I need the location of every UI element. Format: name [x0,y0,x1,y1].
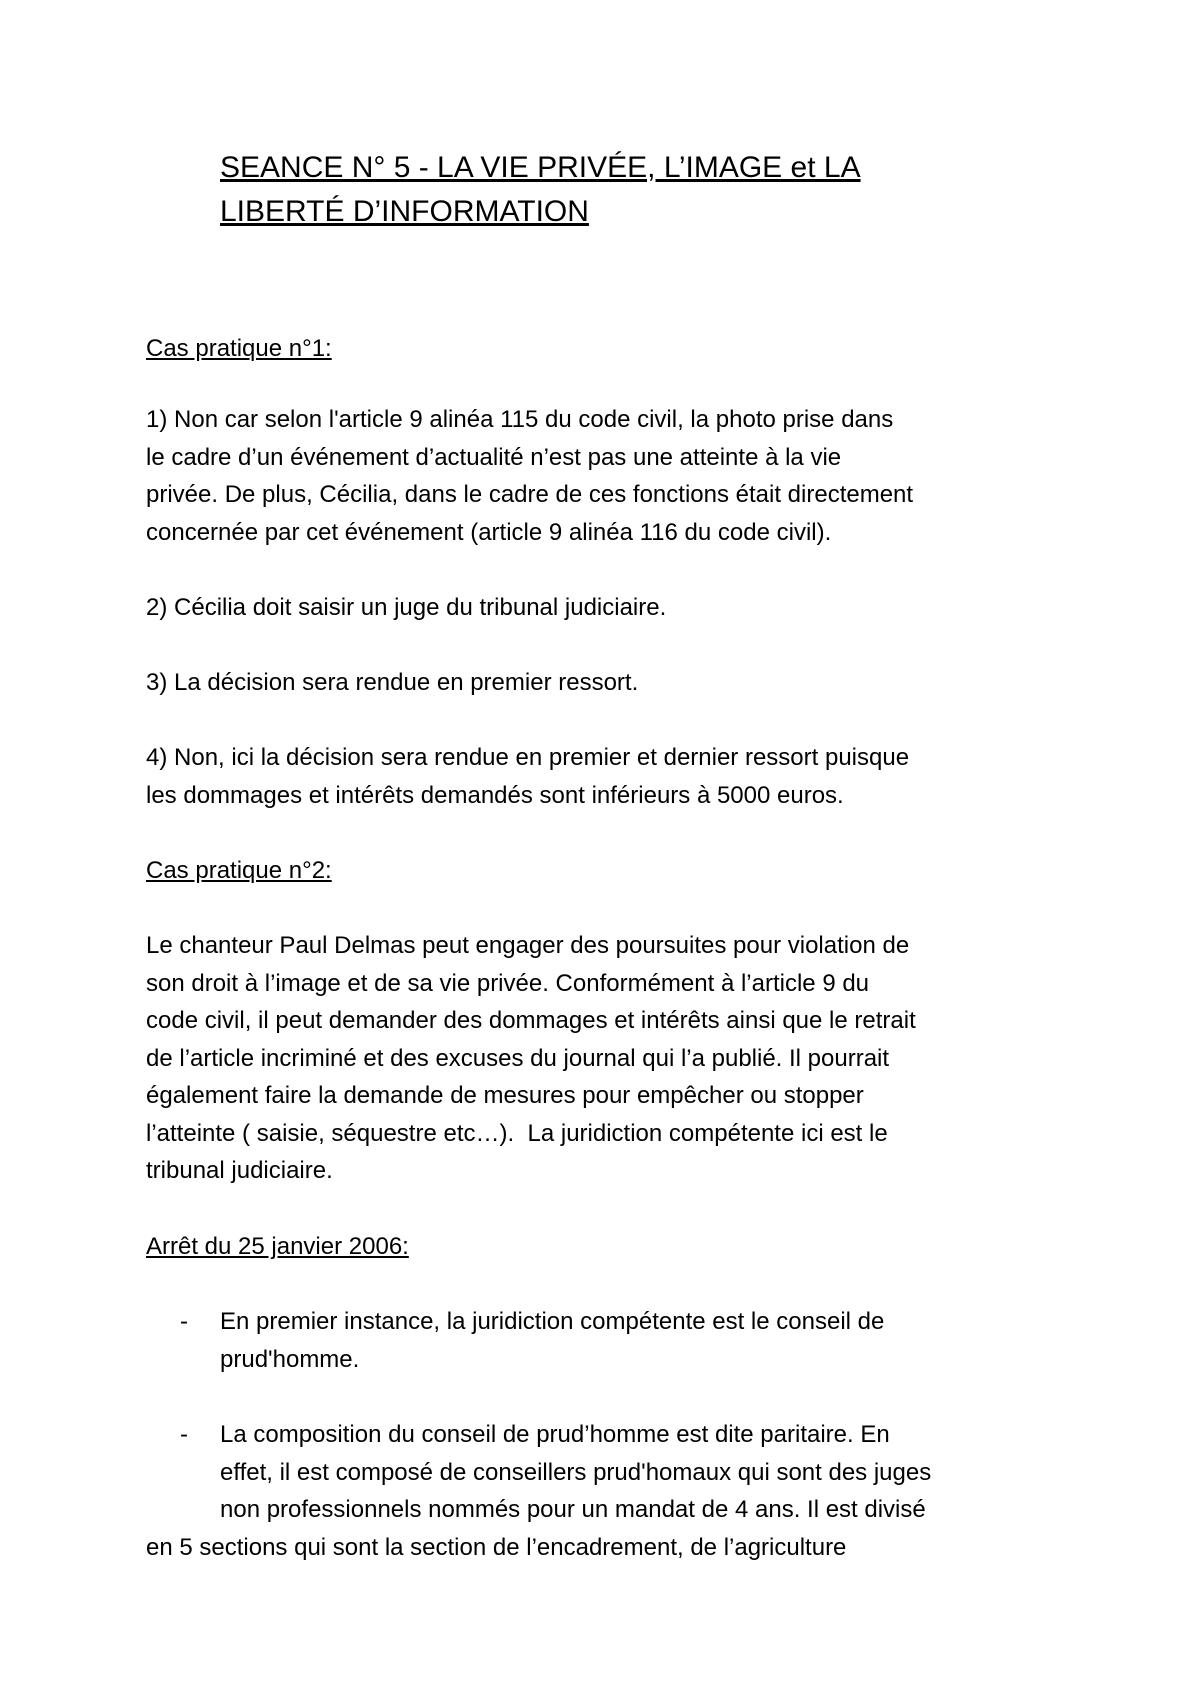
cas2-heading: Cas pratique n°2: [146,857,332,884]
cas2-answer: Le chanteur Paul Delmas peut engager des poursuites pour violation de son droit à l’image et de sa vie privée. Conformément à l’article 9 du code civil, il peut demander des dommages et intérêts ainsi que le retrait de l’article incriminé et des excuses du journal qui l’a publié. Il pourrait également faire la demande de mesures pour empêcher ou stopper l’atteinte ( saisie, séquestre etc…). La juridiction compétente ici est le tribunal judiciaire. [146,932,916,1184]
cas1-answer-2: 2) Cécilia doit saisir un juge du tribunal judiciaire. [146,594,667,621]
bullet-marker-1: - [180,1308,188,1335]
cas1-answer-4: 4) Non, ici la décision sera rendue en premier et dernier ressort puisque les dommages et intérêts demandés sont inférieurs à 5000 euros. [146,744,910,809]
arret-bullet-2-continuation: en 5 sections qui sont la section de l’encadrement, de l’agriculture [146,1534,847,1561]
page-title [220,146,1060,234]
cas1-answer-3: 3) La décision sera rendue en premier ressort. [146,669,639,696]
arret-bullet-2: La composition du conseil de prud’homme est dite paritaire. En effet, il est composé de conseillers prud'homaux qui sont des juges non professionnels nommés pour un mandat de 4 ans. Il est divisé [220,1421,932,1523]
arret-heading: Arrêt du 25 janvier 2006: [146,1233,409,1260]
title-line-1: SEANCE N° 5 - LA VIE PRIVÉE, L’IMAGE et LA [220,151,861,184]
arret-bullet-1: En premier instance, la juridiction compétente est le conseil de prud'homme. [220,1308,885,1373]
cas1-answer-1: 1) Non car selon l'article 9 alinéa 115 du code civil, la photo prise dans le cadre d’un événement d’actualité n’est pas une atteinte à la vie privée. De plus, Cécilia, dans le cadre de ces fonctions était directement concernée par cet événement (article 9 alinéa 116 du code civil). [146,406,914,546]
cas1-heading: Cas pratique n°1: [146,335,332,362]
bullet-marker-2: - [180,1421,188,1448]
title-line-2: LIBERTÉ D’INFORMATION [220,195,589,228]
